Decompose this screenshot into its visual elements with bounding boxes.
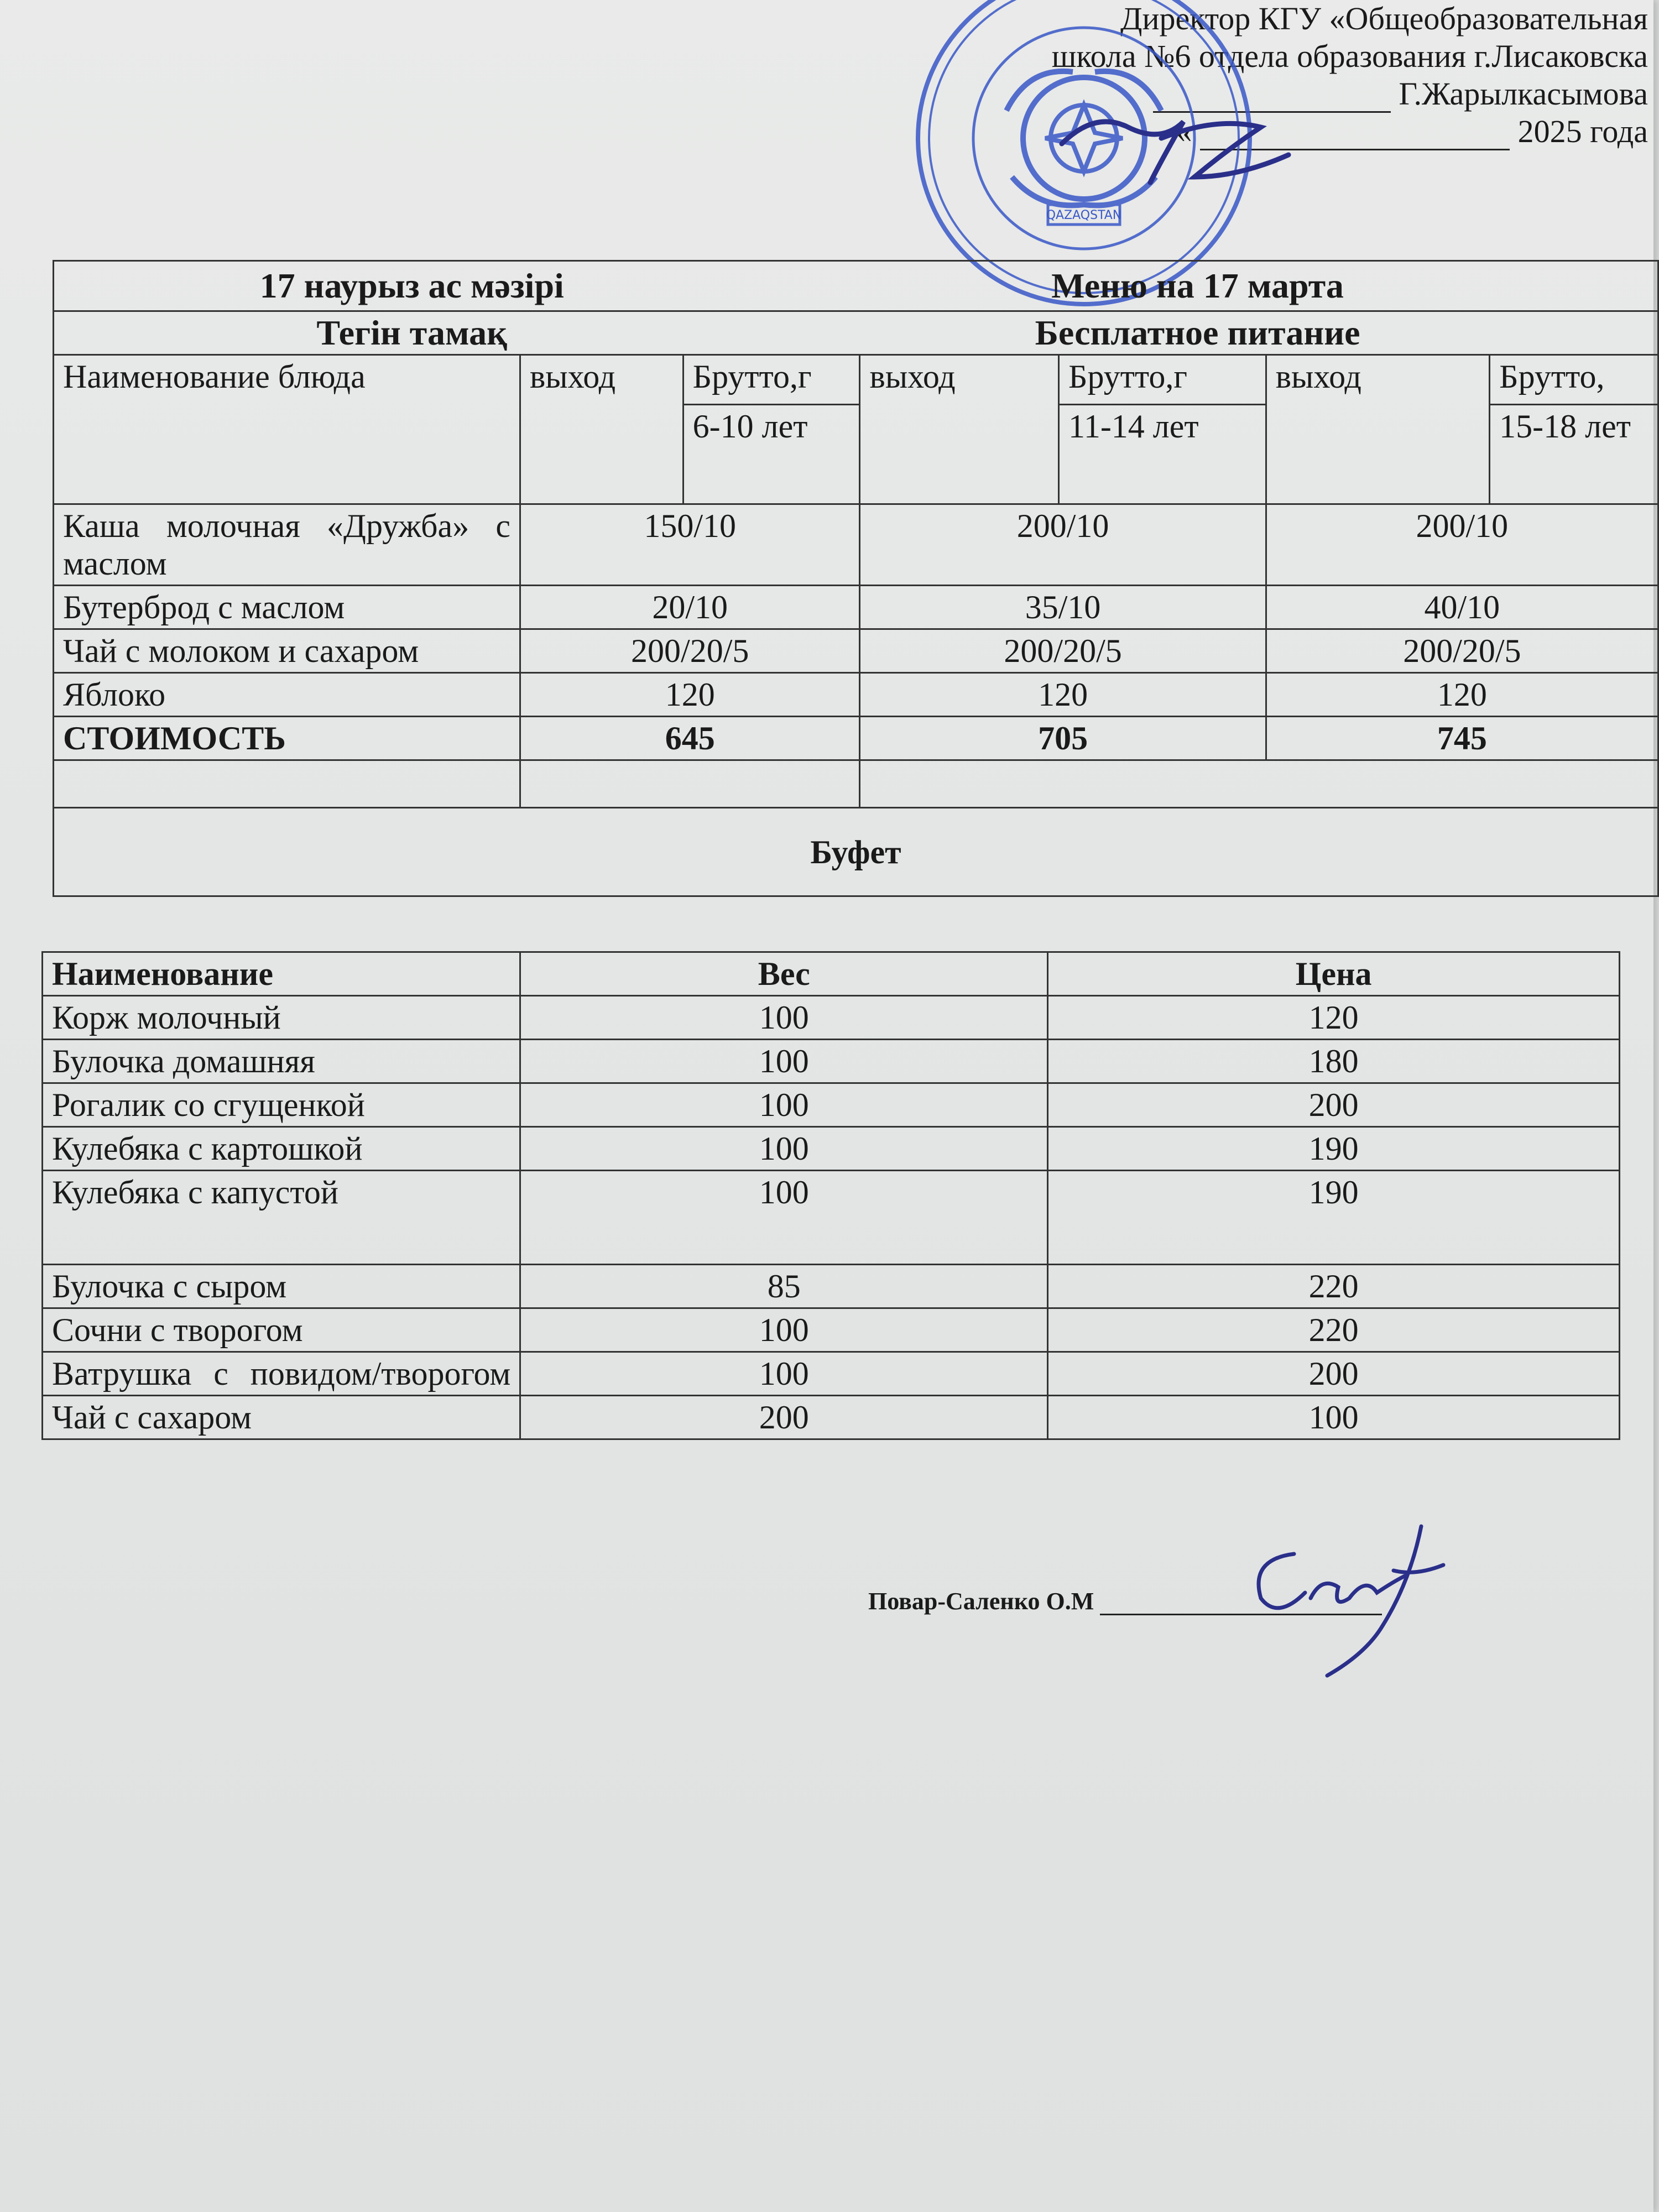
buffet-row: [43, 996, 1620, 1040]
total-15-18: 745: [1266, 717, 1658, 760]
col-buffet-name: Наименование: [43, 952, 520, 996]
buffet-item-name: Булочка домашняя: [43, 1040, 520, 1083]
menu-subtitle-ru: Бесплатное питание: [1035, 313, 1360, 352]
buffet-item-name: Кулебяка с картошкой: [43, 1127, 520, 1171]
portion-15-18: 40/10: [1266, 586, 1658, 629]
col-brutto-1: Брутто,г: [683, 355, 860, 405]
buffet-item-name: Кулебяка с капустой: [43, 1171, 520, 1265]
director-signature: [1051, 94, 1305, 205]
portion-11-14: 200/10: [860, 504, 1266, 586]
buffet-item-weight: 100: [520, 1127, 1048, 1171]
approval-line-1: Директор КГУ «Общеобразовательная: [1120, 1, 1648, 36]
menu-row: [54, 504, 1658, 586]
cook-name: Повар-Саленко О.М: [868, 1588, 1094, 1615]
col-brutto-2: Брутто,г: [1059, 355, 1266, 405]
portion-11-14: 120: [860, 673, 1266, 717]
buffet-row: [43, 1083, 1620, 1127]
buffet-item-weight: 100: [520, 1171, 1048, 1265]
approval-date-suffix: 2025 года: [1517, 113, 1648, 149]
portion-6-10: 120: [520, 673, 860, 717]
col-out-2: выход: [860, 355, 1059, 504]
menu-title-row: [54, 261, 1658, 311]
buffet-table: [41, 951, 1620, 1440]
buffet-item-price: 100: [1048, 1396, 1620, 1439]
buffet-row: [43, 1265, 1620, 1308]
portion-11-14: 200/20/5: [860, 629, 1266, 673]
total-6-10: 645: [520, 717, 860, 760]
col-buffet-weight: Вес: [520, 952, 1048, 996]
menu-subtitle-kz: Тегін тамақ: [316, 313, 508, 352]
approval-name: Г.Жарылкасымова: [1399, 76, 1648, 112]
age-group-1: 6-10 лет: [683, 405, 860, 504]
portion-11-14: 35/10: [860, 586, 1266, 629]
buffet-item-weight: 85: [520, 1265, 1048, 1308]
buffet-item-name: Ватрушка с повидом/творогом: [43, 1352, 520, 1396]
portion-15-18: 200/20/5: [1266, 629, 1658, 673]
buffet-item-price: 190: [1048, 1171, 1620, 1265]
portion-6-10: 150/10: [520, 504, 860, 586]
buffet-item-price: 180: [1048, 1040, 1620, 1083]
dish-name: Чай с молоком и сахаром: [54, 629, 520, 673]
buffet-item-price: 220: [1048, 1265, 1620, 1308]
menu-row: [54, 629, 1658, 673]
menu-total-row: [54, 717, 1658, 760]
buffet-item-price: 200: [1048, 1083, 1620, 1127]
buffet-item-weight: 200: [520, 1396, 1048, 1439]
menu-subtitle-row: [54, 311, 1658, 355]
buffet-row: [43, 1040, 1620, 1083]
date-quote: «: [1176, 113, 1192, 149]
seal-lettering: QAZAQSTAN: [1046, 208, 1122, 222]
portion-6-10: 200/20/5: [520, 629, 860, 673]
menu-title-ru: Меню на 17 марта: [1051, 266, 1344, 305]
menu-title-kz: 17 наурыз ас мәзірі: [259, 266, 564, 305]
buffet-item-name: Корж молочный: [43, 996, 520, 1040]
buffet-item-weight: 100: [520, 1040, 1048, 1083]
col-brutto-3: Брутто,: [1490, 355, 1658, 405]
buffet-item-weight: 100: [520, 1083, 1048, 1127]
menu-empty-row: [54, 760, 1658, 808]
buffet-row: [43, 1171, 1620, 1265]
total-label: СТОИМОСТЬ: [54, 717, 520, 760]
buffet-item-name: Рогалик со сгущенкой: [43, 1083, 520, 1127]
col-out-1: выход: [520, 355, 683, 504]
buffet-item-price: 190: [1048, 1127, 1620, 1171]
total-11-14: 705: [860, 717, 1266, 760]
cook-signature: [1228, 1515, 1460, 1681]
buffet-header-row: [43, 952, 1620, 996]
buffet-item-name: Сочни с творогом: [43, 1308, 520, 1352]
buffet-item-weight: 100: [520, 996, 1048, 1040]
buffet-title: Буфет: [54, 808, 1658, 896]
buffet-item-price: 200: [1048, 1352, 1620, 1396]
buffet-item-weight: 100: [520, 1352, 1048, 1396]
portion-15-18: 120: [1266, 673, 1658, 717]
col-out-3: выход: [1266, 355, 1489, 504]
buffet-row: [43, 1352, 1620, 1396]
buffet-row: [43, 1127, 1620, 1171]
buffet-row: [43, 1396, 1620, 1439]
col-buffet-price: Цена: [1048, 952, 1620, 996]
buffet-item-price: 120: [1048, 996, 1620, 1040]
buffet-item-price: 220: [1048, 1308, 1620, 1352]
age-group-2: 11-14 лет: [1059, 405, 1266, 504]
menu-header-row: [54, 355, 1658, 405]
menu-table: [53, 260, 1659, 897]
menu-row: [54, 586, 1658, 629]
buffet-item-weight: 100: [520, 1308, 1048, 1352]
buffet-title-row: [54, 808, 1658, 896]
col-dish-name: Наименование блюда: [54, 355, 520, 504]
buffet-item-name: Булочка с сыром: [43, 1265, 520, 1308]
age-group-3: 15-18 лет: [1490, 405, 1658, 504]
menu-row: [54, 673, 1658, 717]
dish-name: Каша молочная «Дружба» с маслом: [54, 504, 520, 586]
approval-line-2: школа №6 отдела образования г.Лисаковска: [1051, 38, 1648, 74]
buffet-item-name: Чай с сахаром: [43, 1396, 520, 1439]
portion-15-18: 200/10: [1266, 504, 1658, 586]
buffet-row: [43, 1308, 1620, 1352]
dish-name: Бутерброд с маслом: [54, 586, 520, 629]
portion-6-10: 20/10: [520, 586, 860, 629]
dish-name: Яблоко: [54, 673, 520, 717]
